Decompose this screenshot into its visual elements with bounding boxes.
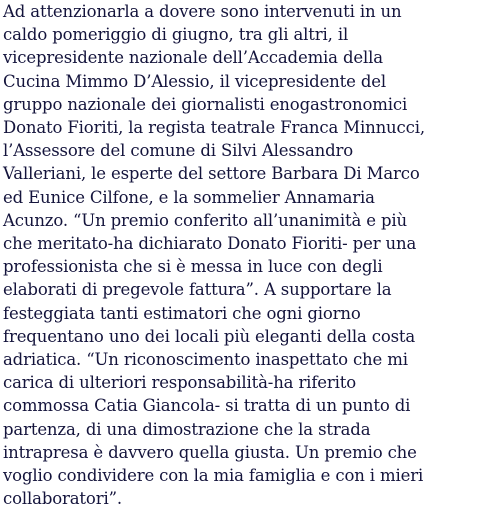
text-line: elaborati di pregevole fattura”. A supportare la [3, 280, 392, 300]
text-line: vicepresidente nazionale dell’Accademia della [3, 48, 383, 68]
text-line: Cucina Mimmo D’Alessio, il vicepresidente del [3, 71, 386, 91]
text-line: festeggiata tanti estimatori che ogni giorno [3, 303, 361, 323]
text-line: professionista che si è messa in luce con degli [3, 257, 383, 277]
text-line: frequentano uno dei locali più eleganti della costa [3, 326, 416, 346]
text-line: voglio condividere con la mia famiglia e con i mieri [3, 466, 424, 486]
text-line: Ad attenzionarla a dovere sono intervenuti in un [3, 2, 402, 21]
text-line: caldo pomeriggio di giugno, tra gli altri, il [3, 25, 349, 45]
text-line: che meritato-ha dichiarato Donato Fioriti- per una [3, 234, 417, 254]
text-line: Donato Fioriti, la regista teatrale Franca Minnucci, [3, 118, 425, 138]
text-line: adriatica. “Un riconoscimento inaspettato che mi [3, 350, 408, 370]
text-line: ed Eunice Cilfone, e la sommelier Annamaria [3, 187, 375, 207]
text-line: Acunzo. “Un premio conferito all’unanimità e più [3, 210, 407, 230]
text-line: collaboratori”. [3, 489, 122, 509]
article-body [3, 0, 491, 510]
text-line: carica di ulteriori responsabilità-ha riferito [3, 373, 357, 393]
text-line: partenza, di una dimostrazione che la strada [3, 419, 371, 439]
text-line: intrapresa è davvero quella giusta. Un premio che [3, 442, 417, 462]
text-line: commossa Catia Giancola- si tratta di un punto di [3, 396, 411, 416]
text-line: l’Assessore del comune di Silvi Alessandro [3, 141, 354, 161]
text-line: gruppo nazionale dei giornalisti enogastronomici [3, 94, 408, 114]
text-line: Valleriani, le esperte del settore Barbara Di Marco [3, 164, 420, 184]
